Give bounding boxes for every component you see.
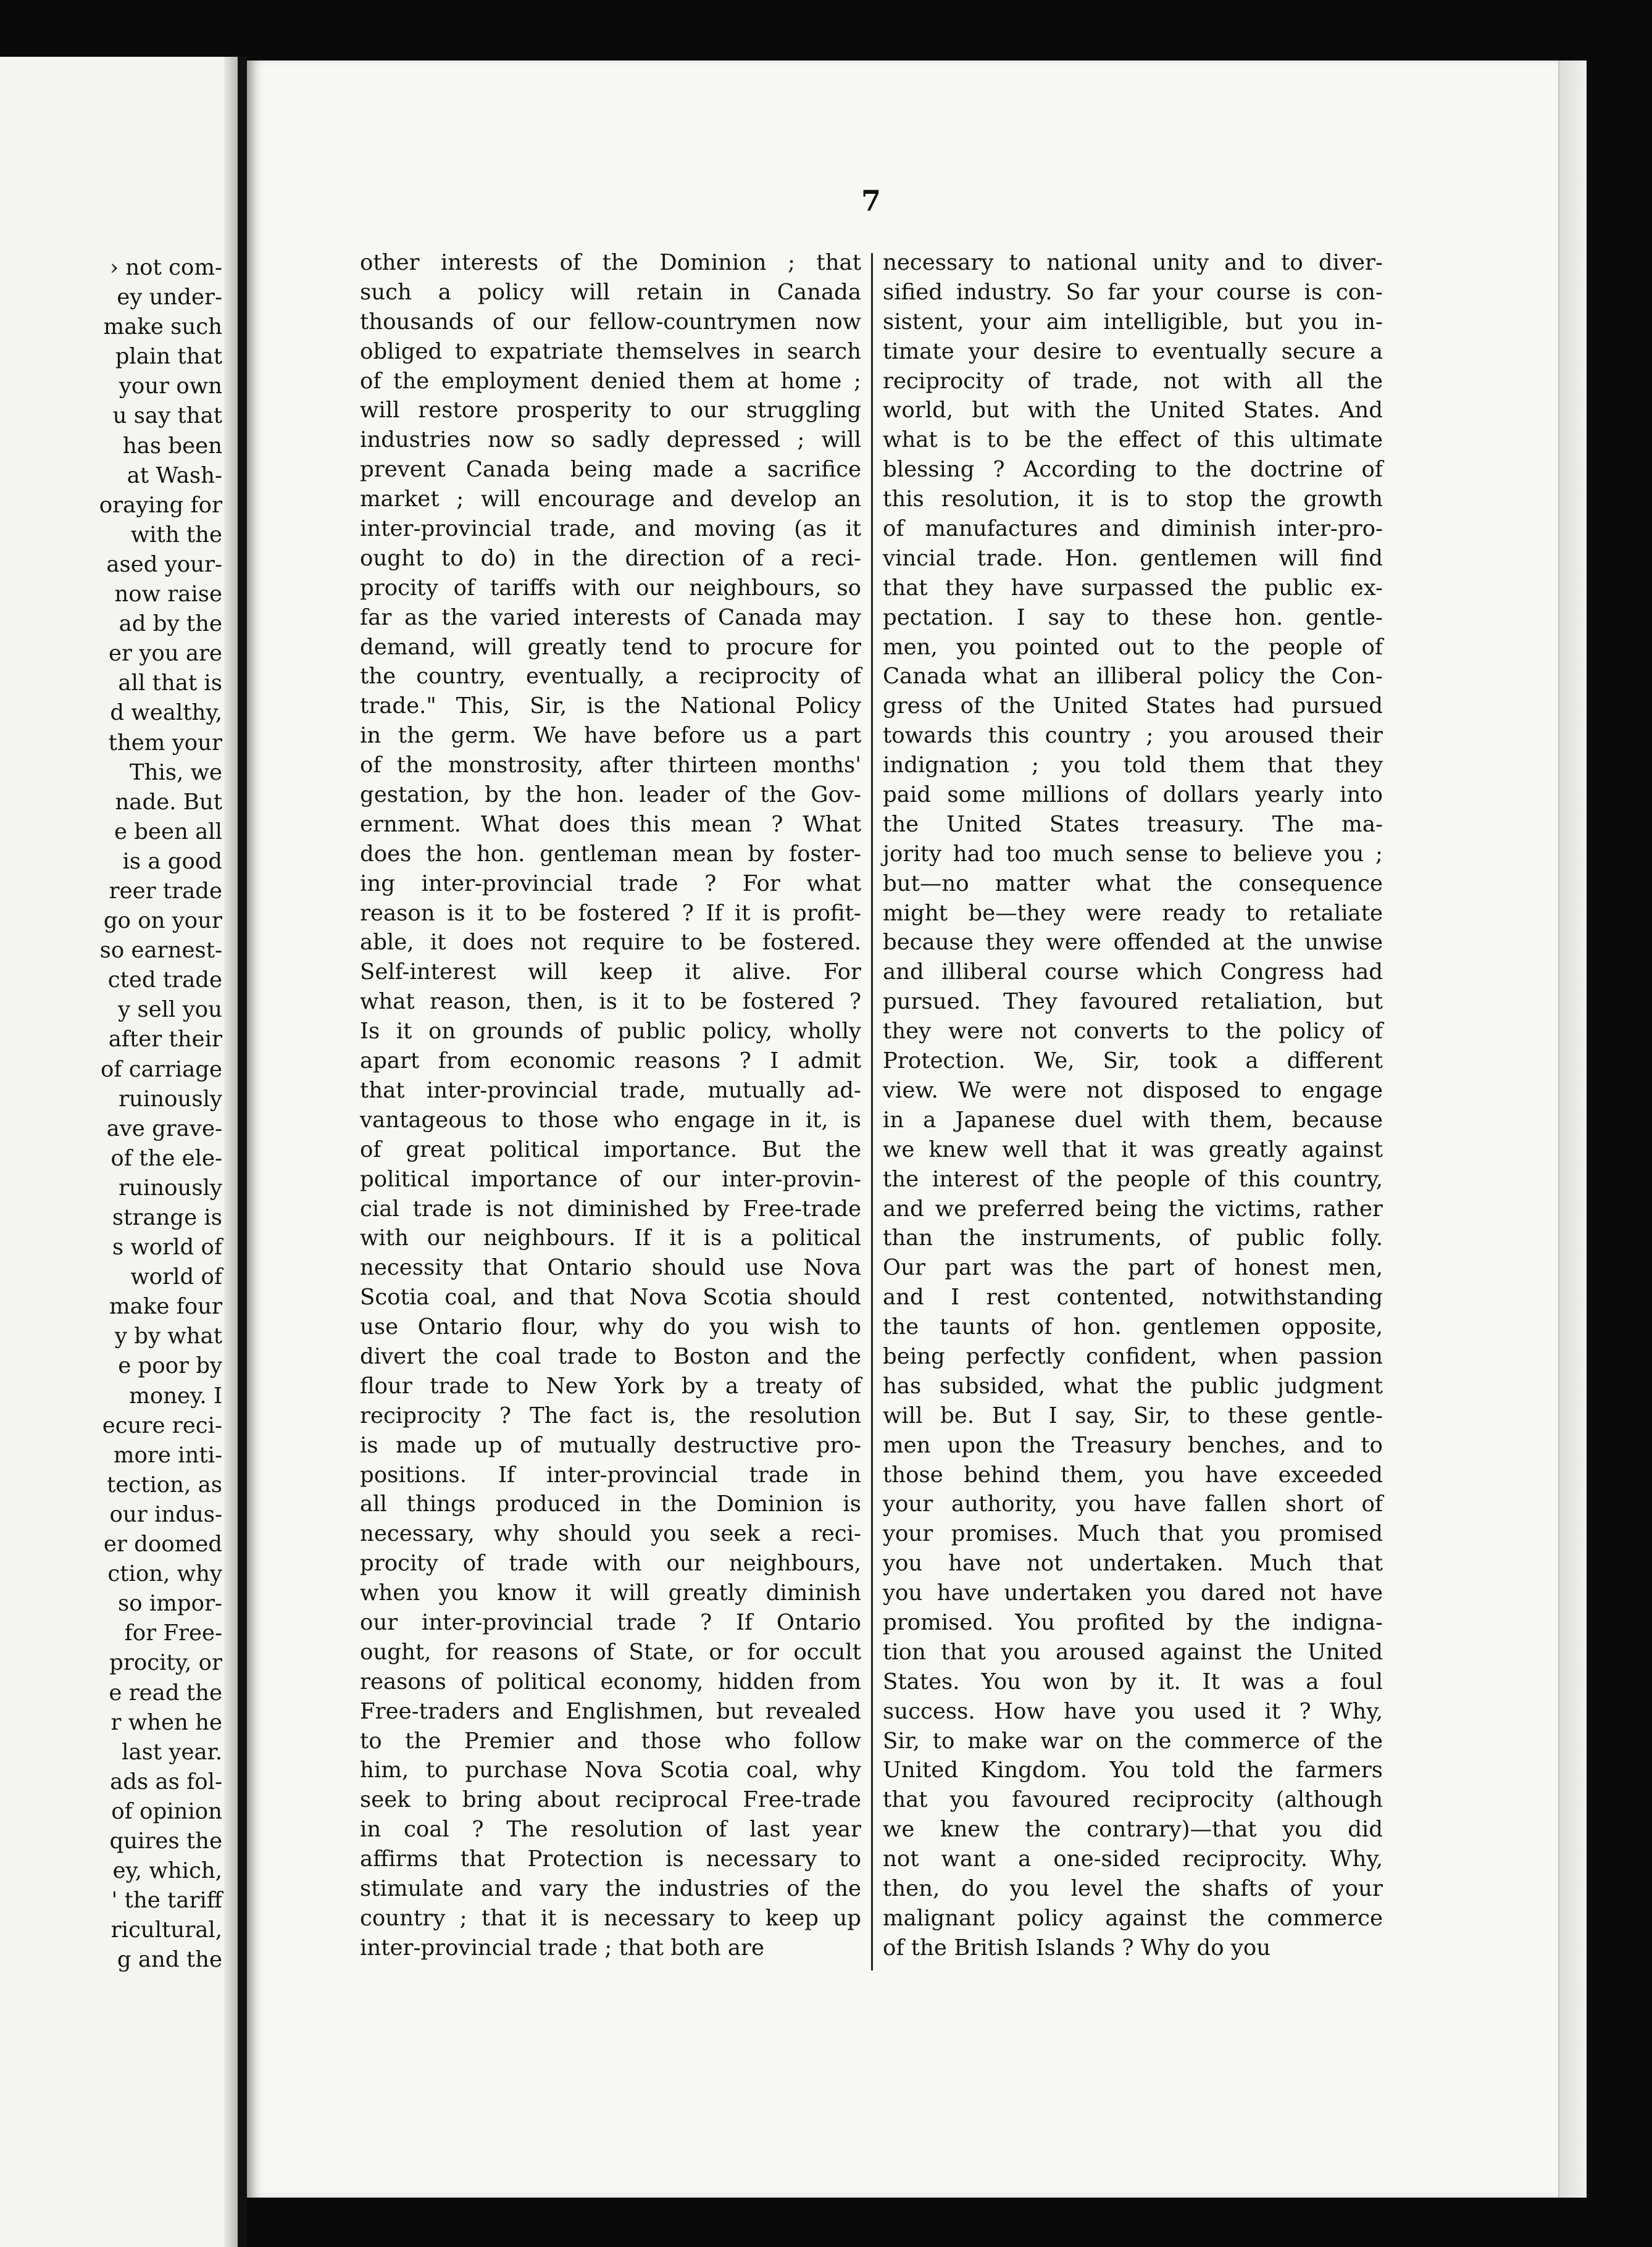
facing-page-line: u say that xyxy=(112,403,222,429)
facing-page-line: our indus- xyxy=(109,1501,222,1527)
text-line: market ; will encourage and develop an xyxy=(360,486,861,512)
text-line: what reason, then, is it to be fostered ? xyxy=(360,989,861,1015)
text-line: flour trade to New York by a treaty of xyxy=(360,1373,861,1399)
text-line: with our neighbours. If it is a political xyxy=(360,1225,861,1251)
text-line: this resolution, it is to stop the growth xyxy=(883,486,1383,512)
text-line: has subsided, what the public judgment xyxy=(883,1373,1383,1399)
text-line: Sir, to make war on the commerce of the xyxy=(883,1728,1383,1754)
text-line: our inter-provincial trade ? If Ontario xyxy=(360,1609,861,1635)
text-line: promised. You profited by the indigna- xyxy=(883,1609,1383,1635)
facing-page-line: This, we xyxy=(129,759,222,785)
text-line: reason is it to be fostered ? If it is profit- xyxy=(360,900,861,926)
facing-page-line: e poor by xyxy=(118,1353,222,1379)
text-line: in coal ? The resolution of last year xyxy=(360,1817,861,1843)
text-line: towards this country ; you aroused their xyxy=(883,723,1383,749)
text-line: view. We were not disposed to engage xyxy=(883,1077,1383,1103)
text-line: and illiberal course which Congress had xyxy=(883,959,1383,985)
text-line: stimulate and vary the industries of the xyxy=(360,1875,861,1901)
book-gutter xyxy=(238,57,247,2247)
text-line: ernment. What does this mean ? What xyxy=(360,811,861,837)
facing-page-line: r when he xyxy=(111,1709,222,1735)
facing-page-line: ruinously xyxy=(119,1086,222,1112)
text-line: all things produced in the Dominion is xyxy=(360,1491,861,1517)
facing-page-line: ecure reci- xyxy=(102,1412,222,1438)
text-line: does the hon. gentleman mean by foster- xyxy=(360,841,861,867)
facing-page-line: g and the xyxy=(117,1947,222,1973)
facing-page-line: is a good xyxy=(122,848,222,874)
text-line: those behind them, you have exceeded xyxy=(883,1462,1383,1488)
text-line: being perfectly confident, when passion xyxy=(883,1343,1383,1369)
facing-page-line: oraying for xyxy=(99,492,222,518)
text-line: ing inter-provincial trade ? For what xyxy=(360,870,861,896)
text-line: timate your desire to eventually secure a xyxy=(883,338,1383,364)
facing-page-line: at Wash- xyxy=(127,462,222,488)
facing-page-line: ction, why xyxy=(107,1561,222,1587)
text-line: tion that you aroused against the United xyxy=(883,1639,1383,1665)
text-line: reasons of political economy, hidden from xyxy=(360,1669,861,1695)
text-line: able, it does not require to be fostered. xyxy=(360,930,861,956)
text-line: world, but with the United States. And xyxy=(883,398,1383,423)
facing-page-line: money. I xyxy=(129,1383,222,1409)
text-line: to the Premier and those who follow xyxy=(360,1728,861,1754)
facing-page-line: ad by the xyxy=(119,611,222,637)
text-line: what is to be the effect of this ultimate xyxy=(883,427,1383,453)
facing-page-line: e been all xyxy=(114,819,222,844)
facing-page-line: for Free- xyxy=(124,1620,222,1646)
facing-page-line: make such xyxy=(103,314,222,340)
facing-page-line: last year. xyxy=(122,1739,222,1765)
facing-page-text xyxy=(0,253,222,1975)
facing-page-line: more inti- xyxy=(113,1442,222,1468)
facing-page-line: procity, or xyxy=(109,1650,222,1676)
facing-page-line: tection, as xyxy=(107,1472,222,1498)
text-line: industries now so sadly depressed ; will xyxy=(360,427,861,453)
text-line: that they have surpassed the public ex- xyxy=(883,575,1383,601)
text-line: pectation. I say to these hon. gentle- xyxy=(883,604,1383,630)
facing-page-line: has been xyxy=(122,433,222,459)
facing-page-line: so earnest- xyxy=(99,938,222,964)
text-line: jority had too much sense to believe you ; xyxy=(883,841,1383,867)
text-line: affirms that Protection is necessary to xyxy=(360,1846,861,1872)
text-line: Free-traders and Englishmen, but revealed xyxy=(360,1698,861,1724)
facing-page-line: reer trade xyxy=(109,878,222,904)
text-line: gestation, by the hon. leader of the Gov- xyxy=(360,782,861,808)
text-line: Scotia coal, and that Nova Scotia should xyxy=(360,1285,861,1311)
text-line: Protection. We, Sir, took a different xyxy=(883,1048,1383,1074)
text-line: that you favoured reciprocity (although xyxy=(883,1787,1383,1813)
facing-page-line: d wealthy, xyxy=(110,700,222,726)
text-line: Our part was the part of honest men, xyxy=(883,1255,1383,1281)
facing-page-line: cted trade xyxy=(107,967,222,993)
text-line: divert the coal trade to Boston and the xyxy=(360,1343,861,1369)
facing-page-line: e read the xyxy=(109,1680,222,1706)
text-column-right xyxy=(883,248,1383,1963)
text-line: not want a one-sided reciprocity. Why, xyxy=(883,1846,1383,1872)
text-line: ought, for reasons of State, or for occult xyxy=(360,1639,861,1665)
facing-page-line: so impor- xyxy=(118,1591,222,1617)
text-line: malignant policy against the commerce xyxy=(883,1905,1383,1931)
facing-page-line: y sell you xyxy=(118,997,222,1023)
text-line: Canada what an illiberal policy the Con- xyxy=(883,664,1383,690)
facing-page-line: strange is xyxy=(112,1205,222,1230)
text-line: Is it on grounds of public policy, wholly xyxy=(360,1019,861,1044)
text-line: of the British Islands ? Why do you xyxy=(883,1935,1271,1961)
text-line: apart from economic reasons ? I admit xyxy=(360,1048,861,1074)
text-line: political importance of our inter-provin- xyxy=(360,1166,861,1192)
text-line: United Kingdom. You told the farmers xyxy=(883,1757,1383,1783)
facing-page-line: er you are xyxy=(109,641,222,667)
facing-page-line: all that is xyxy=(118,670,222,696)
facing-page-line: with the xyxy=(130,522,222,548)
text-line: blessing ? According to the doctrine of xyxy=(883,457,1383,483)
text-line: reciprocity of trade, not with all the xyxy=(883,368,1383,394)
text-line: gress of the United States had pursued xyxy=(883,693,1383,719)
text-line: indignation ; you told them that they xyxy=(883,752,1383,778)
text-line: we knew the contrary)—that you did xyxy=(883,1817,1383,1843)
page-edge xyxy=(1558,60,1587,2198)
text-line: of the employment denied them at home ; xyxy=(360,368,861,394)
facing-page-line: them your xyxy=(108,730,222,756)
text-line: men, you pointed out to the people of xyxy=(883,634,1383,660)
facing-page-line: ads as fol- xyxy=(110,1769,222,1795)
facing-page-line: ave grave- xyxy=(106,1115,222,1141)
facing-page xyxy=(0,57,238,2247)
facing-page-line: ' the tariff xyxy=(111,1888,222,1914)
facing-page-line: go on your xyxy=(103,908,222,934)
text-line: pursued. They favoured retaliation, but xyxy=(883,989,1383,1015)
text-line: procity of trade with our neighbours, xyxy=(360,1551,861,1577)
facing-page-line: ruinously xyxy=(119,1175,222,1201)
text-line: will restore prosperity to our struggling xyxy=(360,398,861,423)
text-line: and we preferred being the victims, rather xyxy=(883,1196,1383,1222)
facing-page-line: ricultural, xyxy=(111,1917,222,1943)
text-line: necessary, why should you seek a reci- xyxy=(360,1521,861,1547)
text-line: will be. But I say, Sir, to these gentle- xyxy=(883,1403,1383,1428)
facing-page-line: of carriage xyxy=(100,1056,222,1082)
text-line: country ; that it is necessary to keep up xyxy=(360,1905,861,1931)
text-line: ought to do) in the direction of a reci- xyxy=(360,545,861,571)
text-line: use Ontario flour, why do you wish to xyxy=(360,1314,861,1340)
text-line: when you know it will greatly diminish xyxy=(360,1580,861,1606)
text-line: than the instruments, of public folly. xyxy=(883,1225,1383,1251)
text-line: obliged to expatriate themselves in search xyxy=(360,338,861,364)
text-line: other interests of the Dominion ; that xyxy=(360,250,861,275)
text-line: necessary to national unity and to diver- xyxy=(883,250,1383,275)
text-line: your promises. Much that you promised xyxy=(883,1521,1383,1547)
text-line: necessity that Ontario should use Nova xyxy=(360,1255,861,1281)
facing-page-line: plain that xyxy=(115,344,222,370)
text-line: positions. If inter-provincial trade in xyxy=(360,1462,861,1488)
text-line: reciprocity ? The fact is, the resolution xyxy=(360,1403,861,1428)
text-line: success. How have you used it ? Why, xyxy=(883,1698,1383,1724)
facing-page-line: make four xyxy=(109,1294,222,1320)
column-rule xyxy=(871,253,873,1970)
facing-page-line: nade. But xyxy=(115,789,222,815)
facing-page-gutter-shadow xyxy=(224,57,238,2247)
page-number: 7 xyxy=(861,184,882,217)
text-line: of manufactures and diminish inter-pro- xyxy=(883,516,1383,542)
text-line: States. You won by it. It was a foul xyxy=(883,1669,1383,1695)
text-line: sified industry. So far your course is con- xyxy=(883,279,1383,305)
text-line: cial trade is not diminished by Free-trade xyxy=(360,1196,861,1222)
facing-page-line: now raise xyxy=(114,582,222,607)
text-line: vincial trade. Hon. gentlemen will find xyxy=(883,545,1383,571)
text-line: demand, will greatly tend to procure for xyxy=(360,634,861,660)
text-line: Self-interest will keep it alive. For xyxy=(360,959,861,985)
text-line: might be—they were ready to retaliate xyxy=(883,900,1383,926)
text-line: paid some millions of dollars yearly into xyxy=(883,782,1383,808)
text-line: of great political importance. But the xyxy=(360,1136,861,1162)
text-line: sistent, your aim intelligible, but you in- xyxy=(883,309,1383,335)
text-line: the country, eventually, a reciprocity of xyxy=(360,664,861,690)
facing-page-line: ased your- xyxy=(106,551,222,577)
text-line: you have not undertaken. Much that xyxy=(883,1551,1383,1577)
text-line: that inter-provincial trade, mutually ad- xyxy=(360,1077,861,1103)
text-line: far as the varied interests of Canada may xyxy=(360,604,861,630)
text-line: in the germ. We have before us a part xyxy=(360,723,861,749)
text-line: but—no matter what the consequence xyxy=(883,870,1383,896)
text-line: in a Japanese duel with them, because xyxy=(883,1107,1383,1133)
text-line: of the monstrosity, after thirteen months' xyxy=(360,752,861,778)
facing-page-line: er doomed xyxy=(103,1532,222,1557)
text-line: we knew well that it was greatly against xyxy=(883,1136,1383,1162)
text-line: trade." This, Sir, is the National Policy xyxy=(360,693,861,719)
text-line: inter-provincial trade, and moving (as it xyxy=(360,516,861,542)
text-line: they were not converts to the policy of xyxy=(883,1019,1383,1044)
facing-page-line: ey under- xyxy=(117,285,222,311)
text-line: him, to purchase Nova Scotia coal, why xyxy=(360,1757,861,1783)
text-line: the interest of the people of this country, xyxy=(883,1166,1383,1192)
facing-page-line: after their xyxy=(108,1027,222,1053)
text-line: and I rest contented, notwithstanding xyxy=(883,1285,1383,1311)
text-line: such a policy will retain in Canada xyxy=(360,279,861,305)
facing-page-line: s world of xyxy=(112,1235,222,1261)
facing-page-line: ey, which, xyxy=(112,1858,222,1884)
text-line: the United States treasury. The ma- xyxy=(883,811,1383,837)
text-line: because they were offended at the unwise xyxy=(883,930,1383,956)
facing-page-line: quires the xyxy=(109,1828,222,1854)
text-line: your authority, you have fallen short of xyxy=(883,1491,1383,1517)
text-line: prevent Canada being made a sacrifice xyxy=(360,457,861,483)
facing-page-line: your own xyxy=(119,373,222,399)
text-line: then, do you level the shafts of your xyxy=(883,1875,1383,1901)
text-line: is made up of mutually destructive pro- xyxy=(360,1432,861,1458)
text-line: inter-provincial trade ; that both are xyxy=(360,1935,764,1961)
text-line: men upon the Treasury benches, and to xyxy=(883,1432,1383,1458)
facing-page-line: › not com- xyxy=(109,255,222,280)
text-line: thousands of our fellow-countrymen now xyxy=(360,309,861,335)
text-line: procity of tariffs with our neighbours, so xyxy=(360,575,861,601)
facing-page-line: of opinion xyxy=(111,1798,222,1824)
text-column-left xyxy=(360,248,861,1963)
facing-page-line: world of xyxy=(130,1264,222,1290)
text-line: seek to bring about reciprocal Free-trade xyxy=(360,1787,861,1813)
facing-page-line: of the ele- xyxy=(111,1145,222,1171)
text-line: the taunts of hon. gentlemen opposite, xyxy=(883,1314,1383,1340)
text-line: vantageous to those who engage in it, is xyxy=(360,1107,861,1133)
text-line: you have undertaken you dared not have xyxy=(883,1580,1383,1606)
facing-page-line: y by what xyxy=(114,1324,222,1349)
